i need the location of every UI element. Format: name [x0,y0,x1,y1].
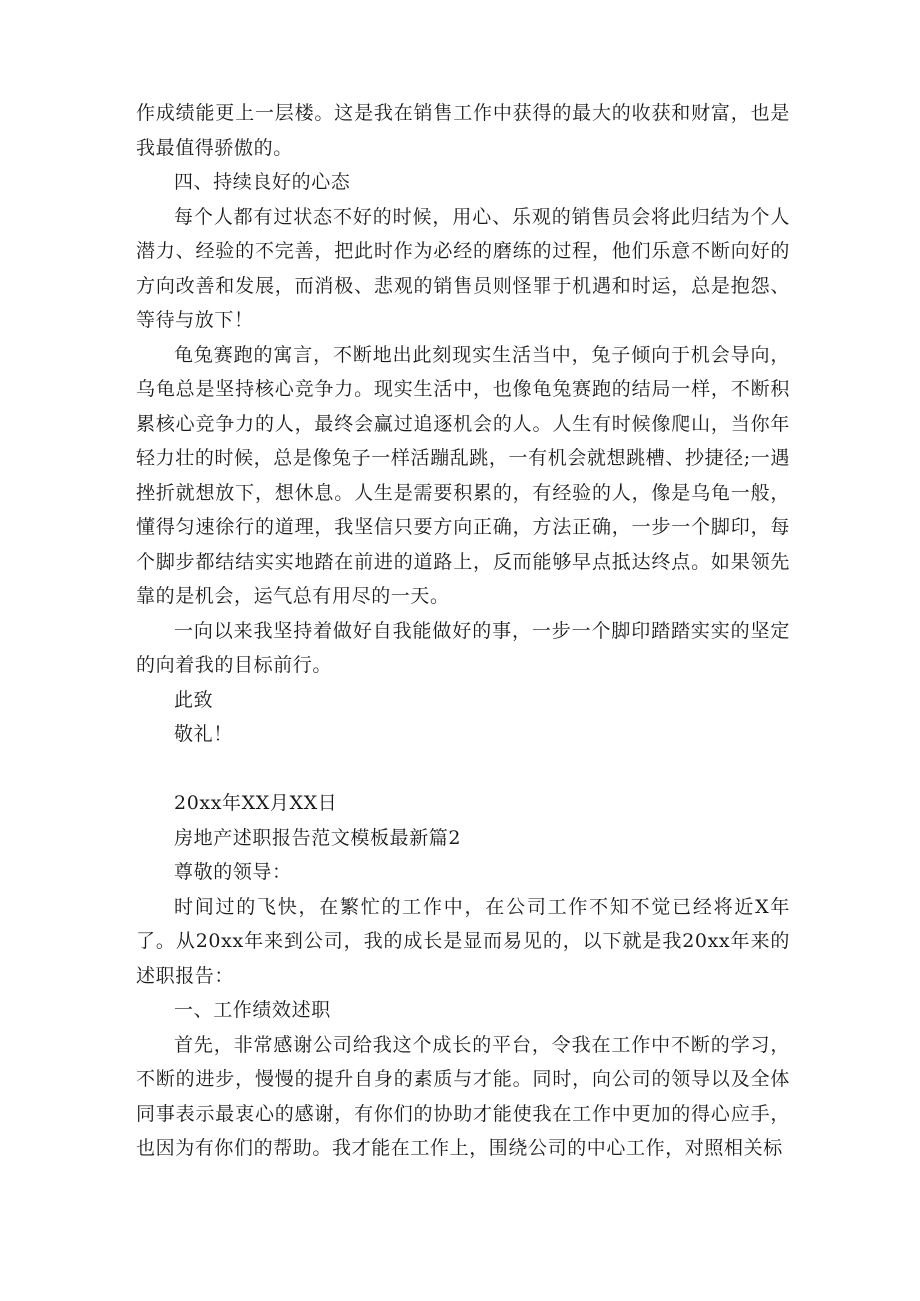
paragraph: 一向以来我坚持着做好自我能做好的事，一步一个脚印踏踏实实的坚定的向着我的目标前行。 [136,619,790,676]
paragraph: 尊敬的领导： [174,861,292,883]
blank-line [136,752,790,787]
paragraph: 敬礼！ [174,723,233,745]
paragraph: 首先，非常感谢公司给我这个成长的平台，令我在工作中不断的学习，不断的进步，慢慢的提升自身的素质与才能。同时，向公司的领导以及全体同事表示最衷心的感谢，有你们的协助才能使我在工作中更加的得心应手，也因为有你们的帮助。我才能在工作上，围绕公司的中心工作，对照相关标 [136,1033,790,1159]
paragraph: 每个人都有过状态不好的时候，用心、乐观的销售员会将此归结为个人潜力、经验的不完善，把此时作为必经的磨练的过程，他们乐意不断向好的方向改善和发展，而消极、悲观的销售员则怪罪于机遇和时运，总是抱怨、等待与放下！ [136,205,790,331]
paragraph: 作成绩能更上一层楼。这是我在销售工作中获得的最大的收获和财富，也是我最值得骄傲的。 [136,102,790,159]
paragraph: 四、持续良好的心态 [174,171,351,193]
paragraph: 20xx年XX月XX日 [174,792,338,814]
paragraph: 房地产述职报告范文模板最新篇2 [174,826,462,849]
paragraph: 一、工作绩效述职 [174,999,331,1021]
paragraph: 此致 [174,688,214,711]
document-page [136,96,790,1166]
paragraph: 时间过的飞快，在繁忙的工作中，在公司工作不知不觉已经将近X年了。从20xx年来到公司，我的成长是显而易见的，以下就是我20xx年来的述职报告： [136,895,790,987]
paragraph: 龟兔赛跑的寓言，不断地出此刻现实生活当中，兔子倾向于机会导向，乌龟总是坚持核心竞争力。现实生活中，也像龟兔赛跑的结局一样，不断积累核心竞争力的人，最终会赢过追逐机会的人。人生有时候像爬山，当你年轻力壮的时候，总是像兔子一样活蹦乱跳，一有机会就想跳槽、抄捷径;一遇挫折就想放下，想休息。人生是需要积累的，有经验的人，像是乌龟一般，懂得匀速徐行的道理，我坚信只要方向正确，方法正确，一步一个脚印，每个脚步都结结实实地踏在前进的道路上，反而能够早点抵达终点。如果领先靠的是机会，运气总有用尽的一天。 [136,343,790,607]
